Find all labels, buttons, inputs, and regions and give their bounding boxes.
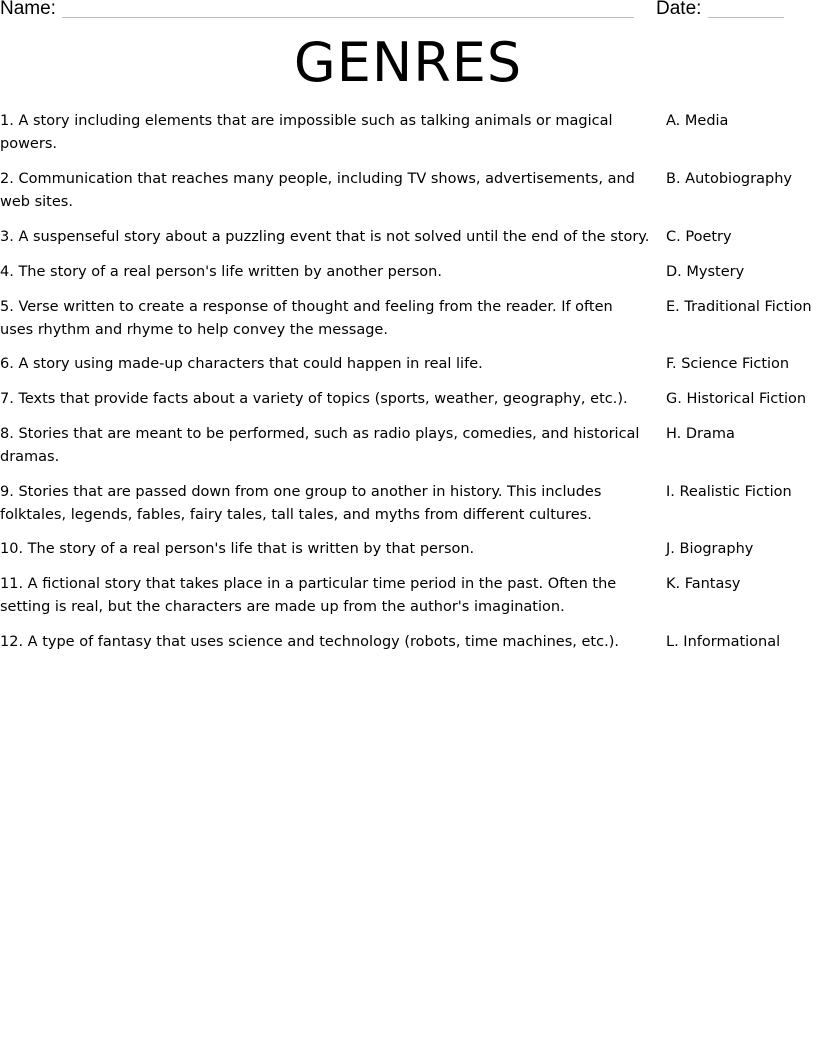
- answer-option: H. Drama: [666, 426, 735, 442]
- answer-option: L. Informational: [666, 634, 781, 650]
- date-field-line[interactable]: [708, 17, 784, 18]
- question-text: 11. A fictional story that takes place in a particular time period in the past. Often the setting is real, but the characters are made up from the author's imagination.: [0, 576, 617, 615]
- question-text: 3. A suspenseful story about a puzzling event that is not solved until the end of the story.: [0, 229, 650, 245]
- question-text: 6. A story using made-up characters that could happen in real life.: [0, 356, 483, 372]
- answer-option: E. Traditional Fiction: [666, 299, 812, 315]
- answer-option: I. Realistic Fiction: [666, 484, 792, 500]
- question-text: 9. Stories that are passed down from one group to another in history. This includes folktales, legends, fables, fairy tales, tall tales, and myths from different cultures.: [0, 484, 602, 523]
- answer-option: C. Poetry: [666, 229, 732, 245]
- worksheet-header: [0, 0, 816, 24]
- name-field-line[interactable]: [62, 17, 634, 18]
- question-text: 2. Communication that reaches many people, including TV shows, advertisements, and web sites.: [0, 171, 635, 210]
- question-text: 1. A story including elements that are impossible such as talking animals or magical powers.: [0, 113, 613, 152]
- answer-option: A. Media: [666, 113, 729, 129]
- question-text: 8. Stories that are meant to be performed, such as radio plays, comedies, and historical dramas.: [0, 426, 640, 465]
- answer-option: G. Historical Fiction: [666, 391, 807, 407]
- answer-option: D. Mystery: [666, 264, 745, 280]
- question-text: 4. The story of a real person's life written by another person.: [0, 264, 442, 280]
- question-text: 12. A type of fantasy that uses science and technology (robots, time machines, etc.).: [0, 634, 619, 650]
- page-title: GENRES: [293, 31, 523, 94]
- name-label: Name:: [0, 0, 56, 19]
- answer-option: B. Autobiography: [666, 171, 792, 187]
- answer-option: J. Biography: [666, 541, 754, 557]
- question-text: 7. Texts that provide facts about a variety of topics (sports, weather, geography, etc.).: [0, 391, 628, 407]
- answer-option: F. Science Fiction: [666, 356, 790, 372]
- question-text: 10. The story of a real person's life that is written by that person.: [0, 541, 475, 557]
- answer-option: K. Fantasy: [666, 576, 741, 592]
- question-text: 5. Verse written to create a response of thought and feeling from the reader. If often uses rhythm and rhyme to help convey the message.: [0, 299, 613, 338]
- date-label: Date:: [656, 0, 702, 19]
